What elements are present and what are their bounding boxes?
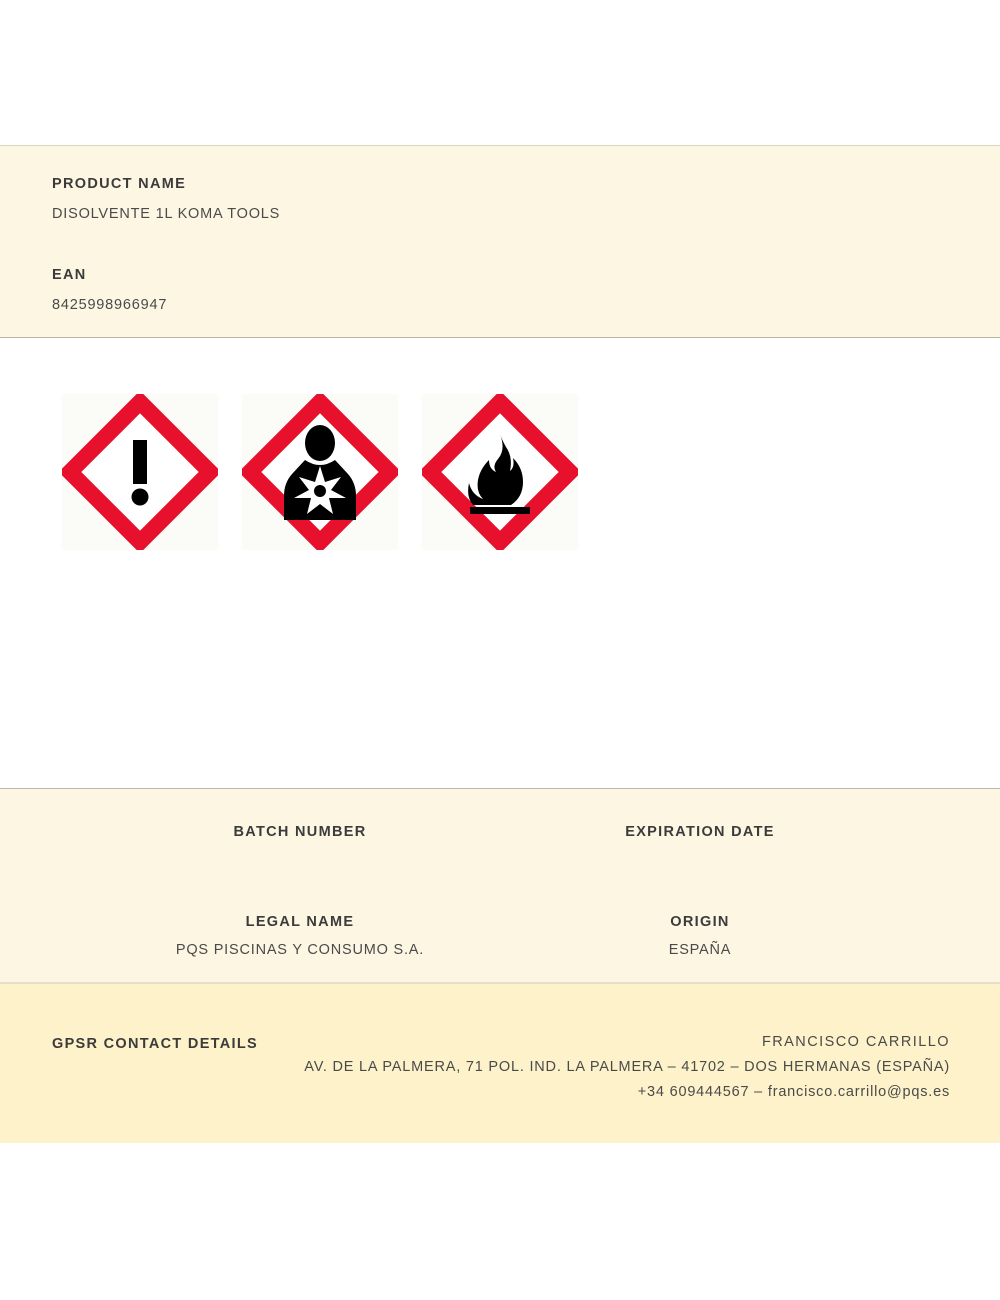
gpsr-contact-address: AV. DE LA PALMERA, 71 POL. IND. LA PALMERA – 41702 – DOS HERMANAS (ESPAÑA) — [304, 1059, 950, 1075]
product-name-label: PRODUCT NAME — [52, 176, 187, 192]
ean-value: 8425998966947 — [52, 297, 168, 313]
expiration-date-field — [545, 824, 855, 852]
ean-field — [52, 267, 167, 313]
ghs-flammable-icon — [422, 394, 578, 550]
gpsr-contact-label: GPSR CONTACT DETAILS — [52, 1036, 259, 1052]
gpsr-contact-person: FRANCISCO CARRILLO — [761, 1034, 950, 1050]
batch-number-field — [150, 824, 450, 852]
ghs-exclamation-mark-icon — [62, 394, 218, 550]
origin-field — [545, 914, 855, 958]
gpsr-contact-phone-email: +34 609444567 – francisco.carrillo@pqs.es — [637, 1084, 950, 1100]
expiration-date-label: EXPIRATION DATE — [625, 824, 775, 840]
legal-name-field — [150, 914, 450, 958]
gpsr-contact-band — [0, 983, 1000, 1143]
batch-legal-band — [0, 788, 1000, 983]
identity-band — [0, 145, 1000, 338]
batch-number-label: BATCH NUMBER — [233, 824, 367, 840]
product-name-field — [52, 176, 280, 222]
origin-label: ORIGIN — [670, 914, 730, 930]
product-name-value: DISOLVENTE 1L KOMA TOOLS — [52, 206, 281, 222]
gpsr-contact-details — [304, 1034, 950, 1109]
ean-label: EAN — [52, 267, 87, 283]
hazard-pictogram-row — [62, 394, 578, 550]
legal-name-value: PQS PISCINAS Y CONSUMO S.A. — [175, 942, 425, 958]
origin-value: ESPAÑA — [668, 942, 732, 958]
ghs-health-hazard-icon — [242, 394, 398, 550]
legal-name-label: LEGAL NAME — [245, 914, 355, 930]
hazard-pictogram-area — [0, 338, 1000, 788]
